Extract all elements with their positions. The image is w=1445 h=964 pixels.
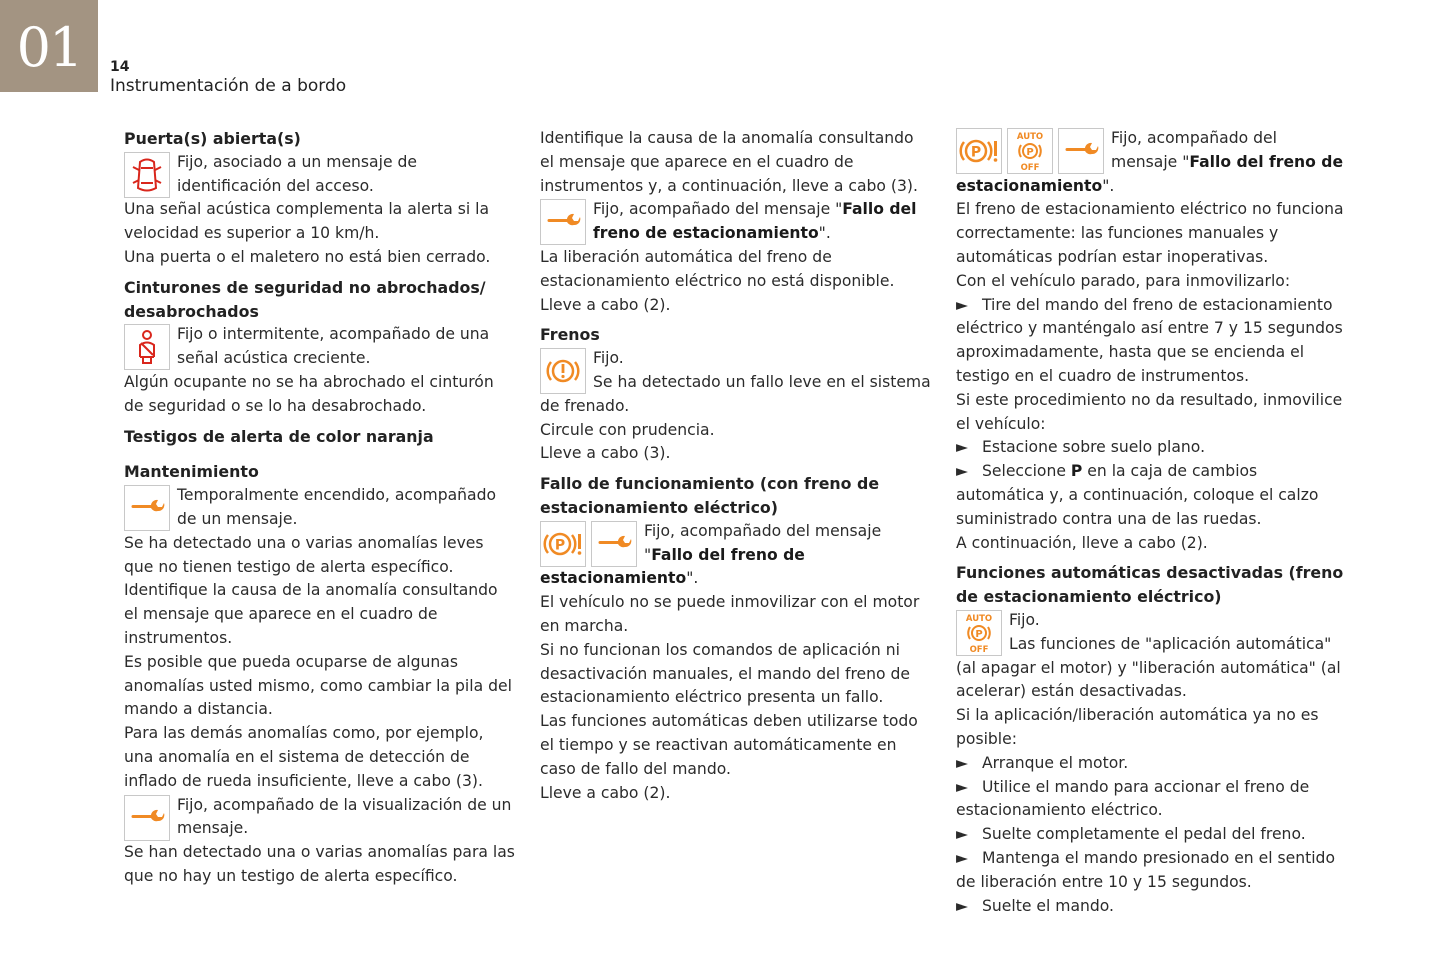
maintenance-fixed-text: Fijo, acompañado de la visualización de un mensaje. bbox=[177, 795, 512, 838]
belt-paragraph: Algún ocupante no se ha abrochado el cinturón de seguridad o se lo ha desabrochado. bbox=[124, 372, 494, 415]
column-3 bbox=[956, 127, 1348, 918]
auto-functions-text: Fijo. bbox=[1009, 610, 1040, 629]
parking-brake-fault-icon bbox=[956, 128, 1002, 174]
brakes-text: Se ha detectado un fallo leve en el sistema de frenado. bbox=[540, 372, 931, 415]
maintenance-paragraph: Para las demás anomalías como, por ejemplo, una anomalía en el sistema de detección de inflado de rueda insuficiente, lleve a cabo (3). bbox=[124, 724, 484, 790]
maintenance-warning-fixed bbox=[124, 794, 516, 842]
column-2 bbox=[540, 127, 932, 805]
orange-alerts-title: Testigos de alerta de color naranja bbox=[124, 426, 434, 446]
svg-text:P: P bbox=[975, 628, 983, 640]
svg-text:P: P bbox=[970, 144, 982, 161]
malfunction-title: Fallo de funcionamiento (con freno de estacionamiento eléctrico) bbox=[540, 474, 880, 517]
parking-paragraph: La liberación automática del freno de estacionamiento eléctrico no está disponible. bbox=[540, 247, 895, 290]
wrench-icon bbox=[124, 795, 170, 841]
door-open-icon bbox=[124, 152, 170, 198]
auto-functions-text: Las funciones de "aplicación automática" (al apagar el motor) y "liberación automática" (al acelerar) están desactivadas. bbox=[956, 634, 1341, 701]
chapter-tab bbox=[0, 0, 98, 92]
belt-text: Fijo o intermitente, acompañado de una señal acústica creciente. bbox=[177, 325, 490, 368]
brakes-paragraph: Lleve a cabo (3). bbox=[540, 444, 671, 463]
auto-functions-warning bbox=[956, 609, 1348, 704]
maintenance-title: Mantenimiento bbox=[124, 462, 259, 482]
brakes-text: Fijo. bbox=[593, 349, 624, 368]
maintenance-paragraph: Se han detectado una o varias anomalías para las que no hay un testigo de alerta específico. bbox=[124, 843, 515, 885]
chapter-number: 01 bbox=[16, 15, 82, 79]
page-number: 14 bbox=[110, 59, 130, 75]
parking-paragraph: Lleve a cabo (2). bbox=[540, 295, 671, 314]
parking-brake-fault-warning bbox=[540, 198, 932, 246]
wrench-icon bbox=[124, 485, 170, 531]
auto-bullet: ► Suelte el mando. bbox=[956, 896, 1115, 915]
auto-off-parking-icon bbox=[956, 610, 1002, 656]
parking-brake-fault-text: Fijo, acompañado del mensaje "Fallo del freno de estacionamiento". bbox=[593, 200, 917, 243]
malfunction-paragraph: Si no funcionan los comandos de aplicación ni desactivación manuales, el mando del freno de estacionamiento eléctrico presenta un fallo. bbox=[540, 640, 911, 707]
wrench-icon bbox=[1058, 128, 1104, 174]
epb-paragraph: A continuación, lleve a cabo (2). bbox=[956, 533, 1208, 552]
identify-paragraph: Identifique la causa de la anomalía consultando el mensaje que aparece en el cuadro de instrumentos y, a continuación, lleve a cabo (3). bbox=[540, 129, 918, 195]
epb-bullet: ► Estacione sobre suelo plano. bbox=[956, 438, 1206, 457]
maintenance-warning bbox=[124, 484, 516, 532]
seatbelt-icon bbox=[124, 324, 170, 370]
epb-fault-text: Fijo, acompañado del mensaje "Fallo del freno de estacionamiento". bbox=[956, 129, 1344, 195]
auto-bullet: ► Mantenga el mando presionado en el sentido de liberación entre 10 y 15 segundos. bbox=[956, 848, 1335, 891]
epb-bullet: ► Tire del mando del freno de estacionamiento eléctrico y manténgalo así entre 7 y 15 segundos aproximadamente, hasta que se encienda el testigo en el cuadro de instrumentos. bbox=[956, 295, 1343, 385]
belt-warning bbox=[124, 323, 516, 371]
door-paragraph: Una puerta o el maletero no está bien cerrado. bbox=[124, 247, 491, 266]
auto-bullet: ► Suelte completamente el pedal del freno. bbox=[956, 825, 1306, 844]
malfunction-paragraph: Lleve a cabo (2). bbox=[540, 783, 671, 802]
svg-text:AUTO: AUTO bbox=[965, 613, 993, 624]
auto-bullet: ► Arranque el motor. bbox=[956, 753, 1129, 772]
door-warning bbox=[124, 151, 516, 199]
svg-text:AUTO: AUTO bbox=[1016, 132, 1044, 142]
wrench-icon bbox=[540, 199, 586, 245]
malfunction-text: Fijo, acompañado del mensaje "Fallo del freno de estacionamiento". bbox=[540, 521, 882, 588]
brake-warning-icon bbox=[540, 348, 586, 394]
wrench-icon bbox=[591, 521, 637, 567]
maintenance-paragraph: Identifique la causa de la anomalía consultando el mensaje que aparece en el cuadro de instrumentos. bbox=[124, 581, 498, 647]
section-title: Instrumentación de a bordo bbox=[110, 76, 347, 96]
auto-functions-title: Funciones automáticas desactivadas (freno de estacionamiento eléctrico) bbox=[956, 563, 1344, 607]
maintenance-text: Temporalmente encendido, acompañado de un mensaje. bbox=[177, 486, 497, 528]
svg-text:P: P bbox=[554, 537, 566, 554]
brakes-paragraph: Circule con prudencia. bbox=[540, 420, 715, 439]
epb-fault-warning bbox=[956, 127, 1348, 198]
epb-paragraph: El freno de estacionamiento eléctrico no funciona correctamente: las funciones manuales y automáticas podrían estar inoperativas. bbox=[956, 200, 1344, 266]
door-title: Puerta(s) abierta(s) bbox=[124, 129, 301, 148]
malfunction-paragraph: Las funciones automáticas deben utilizarse todo el tiempo y se reactivan automáticamente en caso de fallo del mando. bbox=[540, 712, 918, 778]
belt-title: Cinturones de seguridad no abrochados/ desabrochados bbox=[124, 277, 486, 321]
svg-text:P: P bbox=[1026, 147, 1034, 158]
door-text: Fijo, asociado a un mensaje de identificación del acceso. bbox=[177, 152, 417, 195]
epb-paragraph: Si este procedimiento no da resultado, inmovilice el vehículo: bbox=[956, 390, 1343, 433]
auto-off-parking-icon bbox=[1007, 128, 1053, 174]
brakes-warning bbox=[540, 347, 932, 418]
epb-bullet: ► Seleccione P en la caja de cambios automática y, a continuación, coloque el calzo suministrado contra una de las ruedas. bbox=[956, 462, 1319, 528]
maintenance-paragraph: Es posible que pueda ocuparse de algunas anomalías usted mismo, como cambiar la pila del mando a distancia. bbox=[124, 652, 512, 719]
svg-text:OFF: OFF bbox=[969, 644, 989, 655]
column-1 bbox=[124, 127, 516, 889]
brakes-title: Frenos bbox=[540, 325, 600, 345]
malfunction-paragraph: El vehículo no se puede inmovilizar con el motor en marcha. bbox=[540, 593, 920, 635]
svg-text:OFF: OFF bbox=[1020, 163, 1040, 173]
maintenance-paragraph: Se ha detectado una o varias anomalías leves que no tienen testigo de alerta específico. bbox=[124, 533, 484, 576]
auto-paragraph: Si la aplicación/liberación automática ya no es posible: bbox=[956, 706, 1319, 748]
door-paragraph: Una señal acústica complementa la alerta si la velocidad es superior a 10 km/h. bbox=[124, 200, 490, 243]
epb-paragraph: Con el vehículo parado, para inmovilizarlo: bbox=[956, 271, 1291, 290]
malfunction-warning bbox=[540, 520, 932, 591]
parking-brake-fault-icon bbox=[540, 521, 586, 567]
auto-bullet: ► Utilice el mando para accionar el freno de estacionamiento eléctrico. bbox=[956, 777, 1310, 820]
